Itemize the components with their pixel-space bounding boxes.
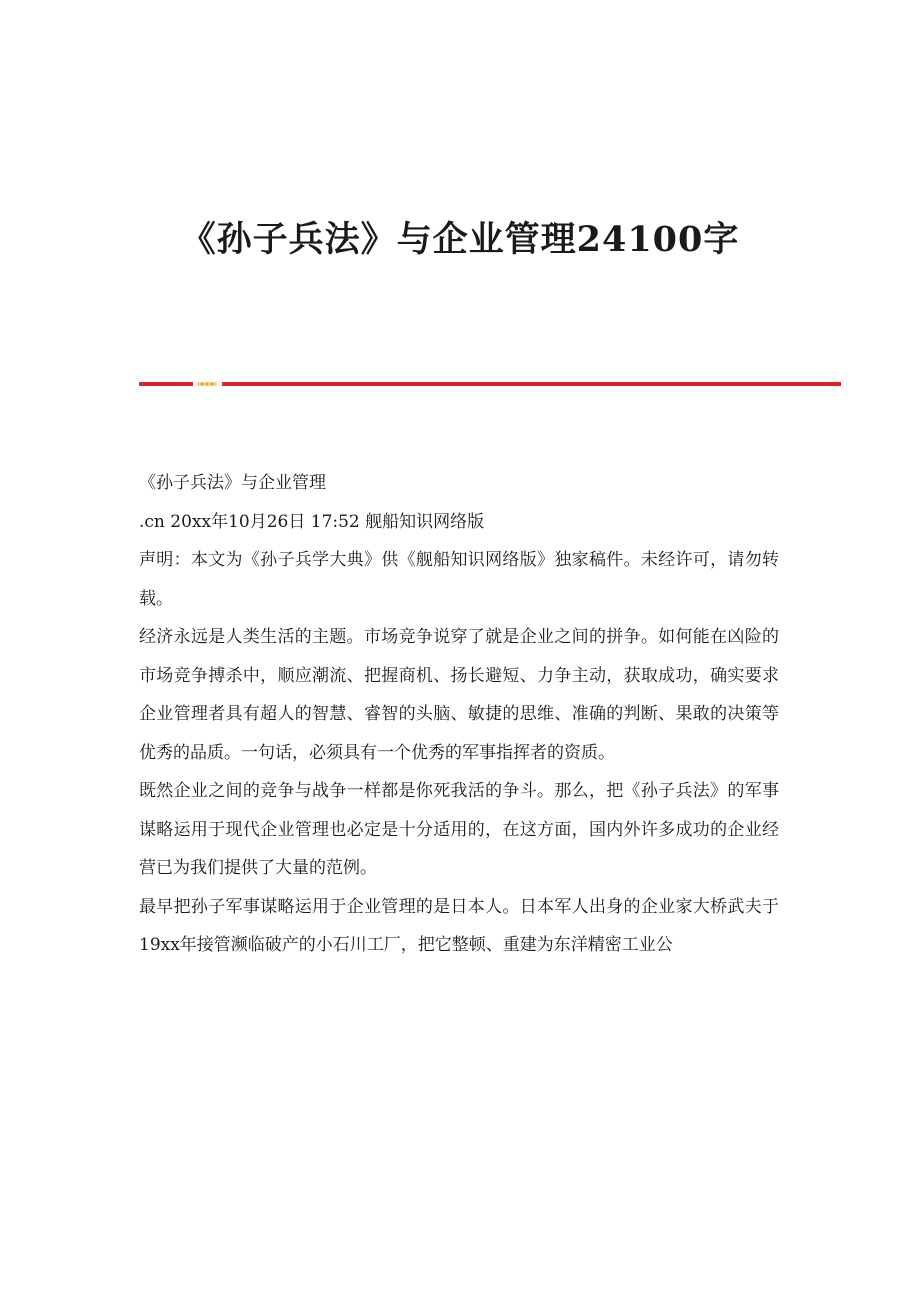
meta-line: .cn 20xx年10月26日 17:52 舰船知识网络版 (139, 511, 485, 532)
document-body (139, 464, 779, 965)
paragraph: 既然企业之间的竞争与战争一样都是你死我活的争斗。那么，把《孙子兵法》的军事谋略运用于现代企业管理也必定是十分适用的，在这方面，国内外许多成功的企业经营已为我们提供了大量的范例。 (139, 781, 779, 878)
copyright-notice: 声明：本文为《孙子兵学大典》供《舰船知识网络版》独家稿件。未经许可，请勿转载。 (139, 550, 779, 609)
title-divider (139, 381, 841, 387)
paragraph: 经济永远是人类生活的主题。市场竞争说穿了就是企业之间的拼争。如何能在凶险的市场竞争搏杀中，顺应潮流、把握商机、扬长避短、力争主动，获取成功，确实要求企业管理者具有超人的智慧、睿智的头脑、敏捷的思维、准确的判断、果敢的决策等优秀的品质。一句话，必须具有一个优秀的军事指挥者的资质。 (139, 627, 779, 763)
paragraph: 最早把孙子军事谋略运用于企业管理的是日本人。日本军人出身的企业家大桥武夫于19xx年接管濒临破产的小石川工厂，把它整顿、重建为东洋精密工业公 (139, 896, 779, 955)
divider-line-right (222, 382, 841, 386)
divider-ornament-icon (197, 381, 217, 387)
article-subtitle: 《孙子兵法》与企业管理 (139, 473, 326, 493)
document-title: 《孙子兵法》与企业管理24100字 (180, 219, 740, 260)
divider-line-left (139, 382, 193, 386)
